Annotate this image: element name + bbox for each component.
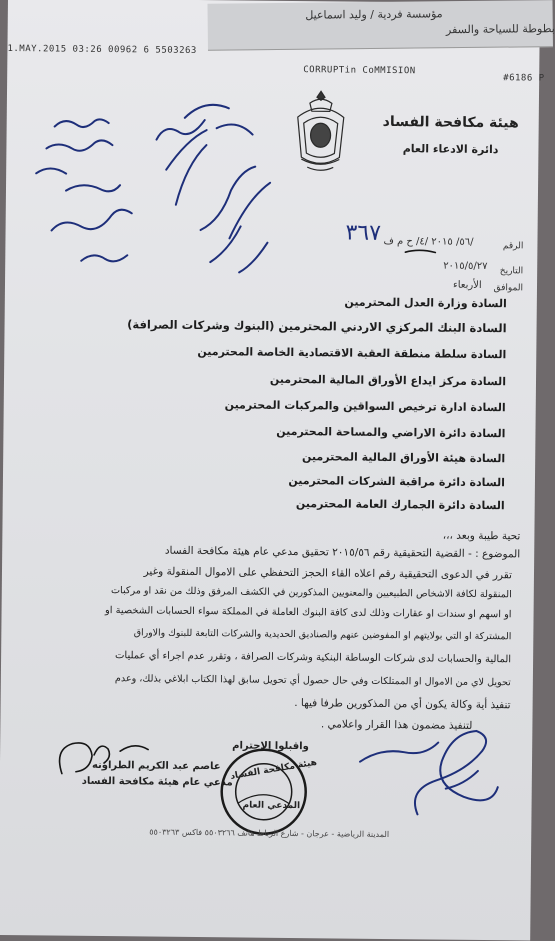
body-line: المشتركة او التي بولايتهم او المفوضين عنهم والصناديق الحديدية والشركات التابعة للبنوك والاوراق [133,627,512,643]
fax-header-right: #6186 P [503,73,545,84]
body-line: تنفيذ أية وكالة يكون أي من المذكورين طرفا فيها . [294,697,511,712]
greeting: تحية طيبة وبعد ،،، [442,529,521,543]
ref-value: ٥٦/ ٢٠١٥ /٤/ ح م ف/ [383,235,474,248]
footer-address: المدينة الرياضية - عرجان - شارع الرباط هاتف ٥٥٠٣٢٦٦ فاكس ٥٥٠٣٢٦٣ [149,827,390,840]
date-value: ٢٠١٥/٥/٢٧ [443,260,488,273]
corresponding-label: الموافق [493,283,524,294]
subject-line: الموضوع : - القضية التحقيقية رقم ٢٠١٥/٥٦ تحقيق مدعي عام هيئة مكافحة الفساد [164,544,521,561]
body-line: تحويل لاي من الاموال او الممتلكات وفي حال حصول أي تحويل سابق لهذا الكتاب ابلاغي بذلك، وعدم [114,673,511,689]
body-line: المالية والحسابات لدى شركات الوساطة البنكية وشركات الصرافة ، وتقرر عدم اجراء أي عمليات [114,650,512,666]
body-line: المنقولة لكافة الاشخاص الطبيعيين والمعنويين المذكورين في الكشف المرفق وذلك من نقد او مركبات [110,585,512,601]
addressee-line: السادة دائرة الجمارك العامة المحترمين [295,497,505,513]
body-line: او اسهم او سندات او عقارات وذلك لدى كافة البنوك العاملة في المملكة سواء الحسابات الشخصية او [105,605,512,621]
addressee-line: السادة وزارة العدل المحترمين [344,295,507,311]
salutation: واقبلوا الاحترام [232,740,309,753]
closing-note: لتنفيذ مضمون هذا القرار واعلامي . [320,718,473,732]
fax-header-left: 1.MAY.2015 03:26 00962 6 5503263 [7,43,197,56]
corresponding-value: الأربعاء [452,279,482,291]
signatory-name: عاصم عبد الكريم الطراونه [91,759,221,773]
addressee-line: السادة هيئة الأوراق المالية المحترمين [302,450,506,466]
addressee-line: السادة سلطة منطقة العقبة الاقتصادية الخاصة المحترمين [197,345,507,362]
underlying-sheet-text-a: مؤسسة فردية / وليد اسماعيل [305,7,443,22]
fax-header-center: CORRUPTin CoMMISION [303,65,416,77]
stamp-inner-text: المدعي العام [242,800,301,812]
signatory-title: مدعي عام هيئة مكافحة الفساد [81,775,233,789]
underlying-sheet-text-b: بطوطة للسياحة والسفر [445,22,555,37]
addressee-line: السادة دائرة مراقبة الشركات المحترمين [288,473,506,490]
ref-handwritten-number: ٣٦٧ [345,220,382,246]
addressee-line: السادة ادارة ترخيص السواقين والمركبات المحترمين [224,398,506,415]
department-name: دائرة الادعاء العام [402,142,499,157]
addressee-line: السادة مركز ايداع الأوراق المالية المحترمين [269,372,507,389]
organization-name: هيئة مكافحة الفساد [382,113,519,132]
stamp-outer-text: هيئة مكافحة الفساد [229,757,318,782]
body-line: تقرر في الدعوى التحقيقية رقم اعلاه القاء الحجز التحفظي على الاموال المنقولة وغير [143,565,513,582]
addressee-line: السادة البنك المركزي الاردني المحترمين (البنوك وشركات الصرافة) [127,317,507,336]
ref-label: الرقم [502,241,524,252]
date-label: التاريخ [499,266,524,277]
addressee-line: السادة دائرة الاراضي والمساحة المحترمين [276,424,506,441]
